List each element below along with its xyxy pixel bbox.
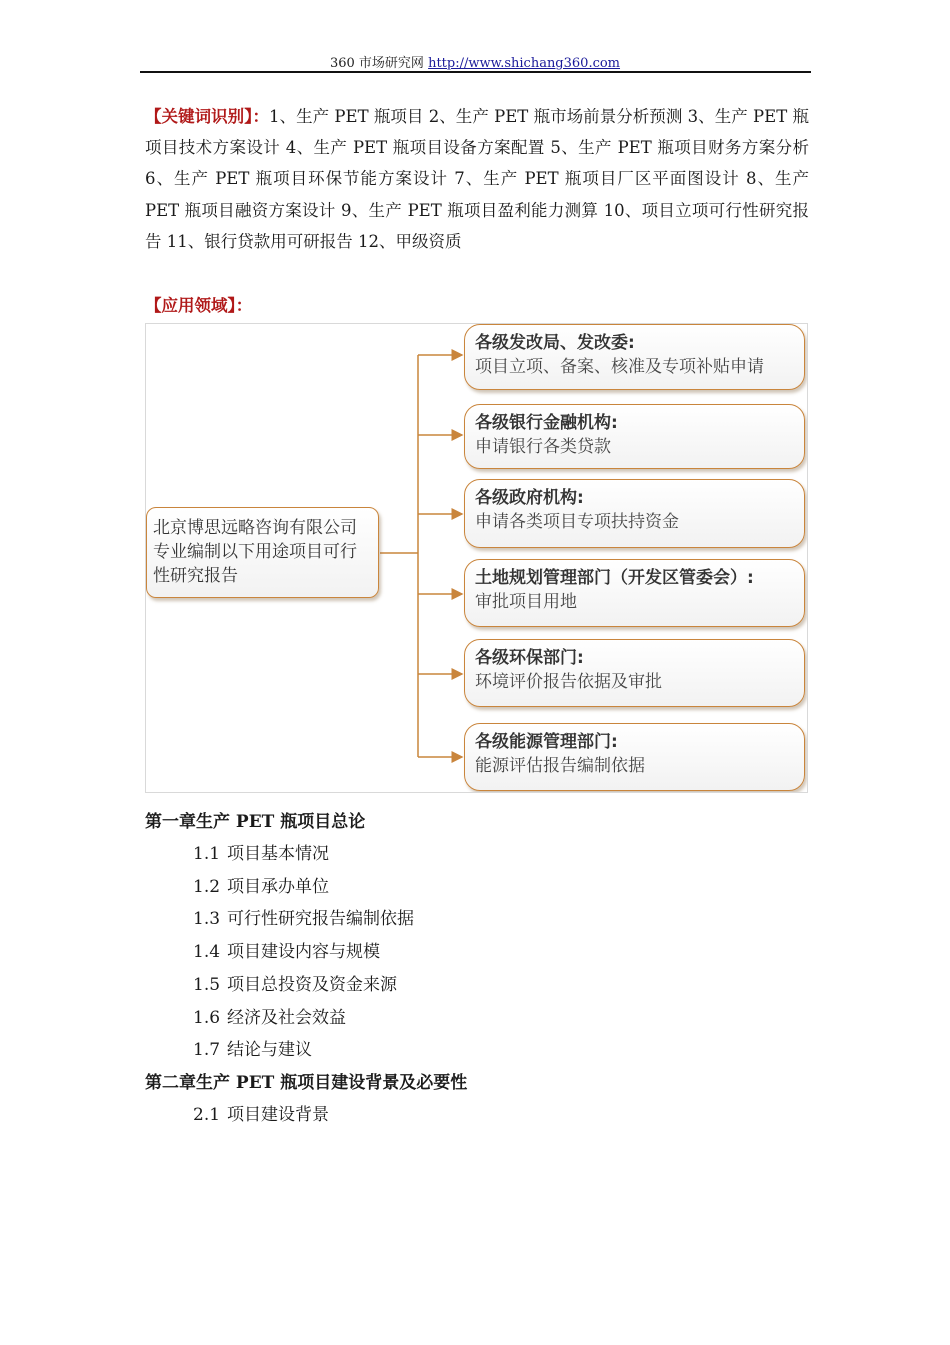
target-title: 各级政府机构: [475, 488, 584, 508]
target-box-3 [464, 479, 805, 548]
toc-item-1-3 [145, 904, 853, 929]
source-line-3: 性研究报告 [153, 566, 238, 586]
source-box [146, 507, 379, 598]
target-title: 各级银行金融机构: [475, 413, 618, 433]
chapter-2-heading: 第二章生产 PET 瓶项目建设背景及必要性 [145, 1073, 468, 1093]
toc-num: 1.2 [193, 877, 221, 897]
header-divider [140, 71, 811, 73]
source-line-2: 专业编制以下用途项目可行 [153, 542, 357, 562]
toc-item-2-1 [145, 1100, 853, 1125]
target-box-4 [464, 559, 805, 627]
toc-item-1-1 [145, 839, 853, 864]
toc-item-1-4 [145, 937, 853, 962]
target-title: 各级能源管理部门: [475, 732, 618, 752]
application-diagram [145, 323, 808, 793]
target-desc: 申请各类项目专项扶持资金 [475, 512, 679, 532]
site-name: 360 市场研究网 [329, 56, 424, 71]
toc-label: 结论与建议 [227, 1040, 312, 1060]
target-title: 各级环保部门: [475, 648, 584, 668]
page-header [140, 52, 810, 71]
target-box-1 [464, 324, 805, 390]
target-desc: 审批项目用地 [475, 592, 577, 612]
toc-label: 项目总投资及资金来源 [227, 975, 397, 995]
site-link[interactable]: http://www.shichang360.com [428, 56, 621, 71]
toc-num: 1.3 [193, 909, 221, 929]
toc-num: 2.1 [193, 1105, 221, 1125]
toc-num: 1.5 [193, 975, 221, 995]
keywords-title: 【关键词识别】： [145, 107, 270, 126]
target-title: 土地规划管理部门（开发区管委会）: [475, 568, 754, 588]
keywords-text: 1、生产 PET 瓶项目 2、生产 PET 瓶市场前景分析预测 3、生产 PET 瓶项目技术方案设计 4、生产 PET 瓶项目设备方案配置 5、生产 PET 瓶项目财务方案分析 6、生产 PET 瓶项目环保节能方案设计 7、生产 PET 瓶项目厂区平面图设计 8、生产 PET 瓶项目融资方案设计 9、生产 PET 瓶项目盈利能力测算 10、项目立项可行性研究报告 11、银行贷款用可研报告 12、甲级资质 [145, 107, 809, 251]
chapter-1-heading: 第一章生产 PET 瓶项目总论 [145, 812, 366, 832]
target-title: 各级发改局、发改委: [475, 333, 635, 353]
toc-label: 项目承办单位 [227, 877, 329, 897]
target-desc: 申请银行各类贷款 [475, 437, 611, 457]
target-box-2 [464, 404, 805, 469]
toc-label: 项目建设内容与规模 [227, 942, 380, 962]
toc-label: 项目基本情况 [227, 844, 329, 864]
application-title: 【应用领域】： [145, 296, 253, 315]
source-line-1: 北京博思远略咨询有限公司 [153, 518, 357, 538]
keywords-paragraph [145, 101, 809, 257]
toc-label: 可行性研究报告编制依据 [227, 909, 414, 929]
toc-label: 经济及社会效益 [227, 1008, 346, 1028]
toc-item-1-6 [145, 1003, 853, 1028]
toc-item-1-5 [145, 970, 853, 995]
toc-label: 项目建设背景 [227, 1105, 329, 1125]
toc-item-1-7 [145, 1035, 853, 1060]
toc-num: 1.7 [193, 1040, 221, 1060]
target-desc: 环境评价报告依据及审批 [475, 672, 662, 692]
toc-item-1-2 [145, 872, 853, 897]
toc-num: 1.6 [193, 1008, 221, 1028]
toc-num: 1.1 [193, 844, 221, 864]
target-desc: 能源评估报告编制依据 [475, 756, 645, 776]
toc-num: 1.4 [193, 942, 221, 962]
target-desc: 项目立项、备案、核准及专项补贴申请 [475, 357, 764, 377]
target-box-5 [464, 639, 805, 707]
target-box-6 [464, 723, 805, 791]
